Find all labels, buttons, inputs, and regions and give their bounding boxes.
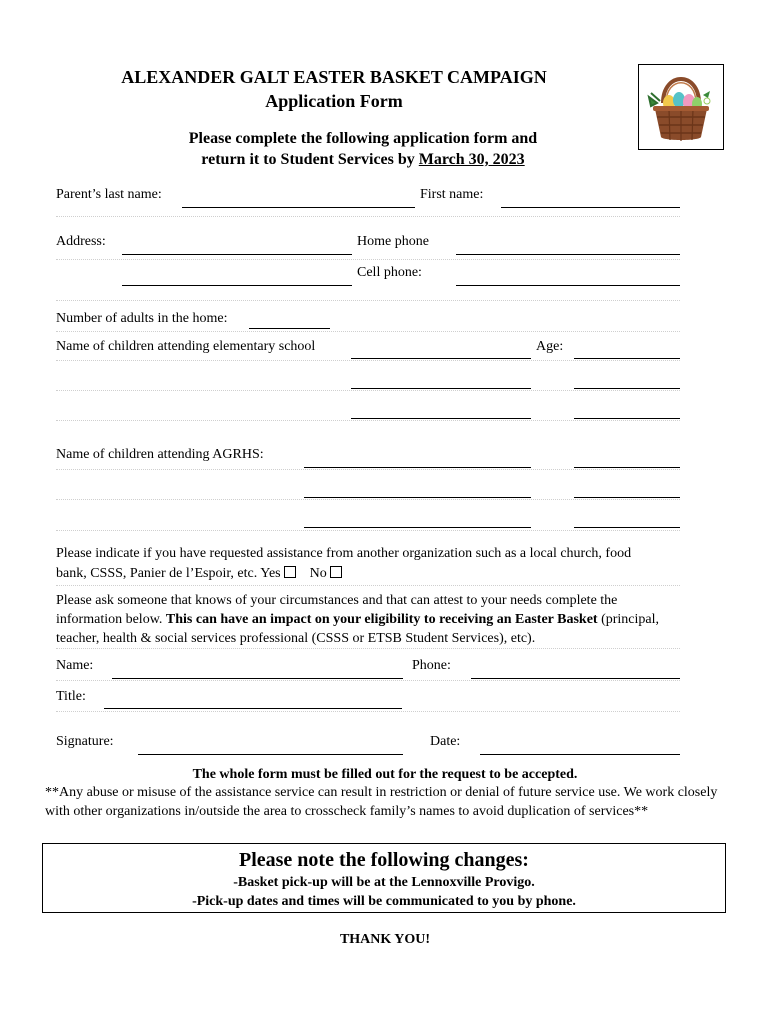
row-divider xyxy=(56,331,680,332)
row-divider xyxy=(56,711,680,712)
row-divider xyxy=(56,585,680,586)
row-divider xyxy=(56,216,680,217)
child-agrhs-name-1[interactable] xyxy=(304,467,531,468)
easter-basket-icon xyxy=(639,65,723,149)
no-checkbox[interactable] xyxy=(330,566,342,578)
row-divider xyxy=(56,360,680,361)
changes-notice-line-1: -Basket pick-up will be at the Lennoxville Provigo. xyxy=(233,875,535,890)
child-agrhs-name-2[interactable] xyxy=(304,497,531,498)
thank-you: THANK YOU! xyxy=(339,932,431,947)
row-divider xyxy=(56,259,680,260)
adults-field[interactable] xyxy=(249,328,330,329)
home-phone-field[interactable] xyxy=(456,254,680,255)
changes-notice-title: Please note the following changes: xyxy=(239,849,529,871)
row-divider xyxy=(56,469,680,470)
assistance-question: Please indicate if you have requested assistance from another organization such as a local church, food bank, CSSS, Panier de l’Espoir, etc. Yes No xyxy=(56,546,632,581)
referee-instructions: Please ask someone that knows of your circumstances and that can attest to your needs complete the information below. This can have an impact on your eligibility to receiving an Easter Basket (principal, teacher, health & social services professional (CSSS or ETSB Student Services), etc). xyxy=(56,593,660,646)
referee-phone-field[interactable] xyxy=(471,678,680,679)
instruction-line-1: Please complete the following application form and xyxy=(188,130,538,147)
yes-label: Yes xyxy=(260,566,281,581)
child-elementary-age-2[interactable] xyxy=(574,388,680,389)
child-agrhs-age-1[interactable] xyxy=(574,467,680,468)
referee-phone-label: Phone: xyxy=(412,658,451,673)
required-notice: The whole form must be filled out for the request to be accepted. xyxy=(192,767,578,782)
children-agrhs-label: Name of children attending AGRHS: xyxy=(56,447,264,462)
address-field-line-1[interactable] xyxy=(122,254,352,255)
child-elementary-name-3[interactable] xyxy=(351,418,531,419)
child-elementary-name-2[interactable] xyxy=(351,388,531,389)
referee-title-label: Title: xyxy=(56,689,86,704)
logo-box xyxy=(638,64,724,150)
home-phone-label: Home phone xyxy=(357,234,429,249)
children-elementary-label: Name of children attending elementary school xyxy=(56,339,316,354)
no-label: No xyxy=(309,566,327,581)
row-divider xyxy=(56,530,680,531)
abuse-notice: **Any abuse or misuse of the assistance service can result in restriction or denial of future service use. We work closely with other organizations in/outside the area to crosscheck family’s names to avoid duplication of services** xyxy=(45,785,718,819)
referee-title-field[interactable] xyxy=(104,708,402,709)
row-divider xyxy=(56,390,680,391)
signature-field[interactable] xyxy=(138,754,403,755)
row-divider xyxy=(56,680,680,681)
adults-label: Number of adults in the home: xyxy=(56,311,228,326)
referee-name-field[interactable] xyxy=(112,678,403,679)
age-label: Age: xyxy=(536,339,564,354)
parent-last-name-label: Parent’s last name: xyxy=(56,187,162,202)
changes-notice-box xyxy=(42,843,726,913)
cell-phone-label: Cell phone: xyxy=(357,265,422,280)
changes-notice-line-2: -Pick-up dates and times will be communicated to you by phone. xyxy=(192,894,576,909)
child-agrhs-age-3[interactable] xyxy=(574,527,680,528)
deadline-date: March 30, 2023 xyxy=(418,151,525,168)
first-name-field[interactable] xyxy=(501,207,680,208)
child-elementary-age-3[interactable] xyxy=(574,418,680,419)
form-subtitle: Application Form xyxy=(265,91,403,111)
child-agrhs-name-3[interactable] xyxy=(304,527,531,528)
child-elementary-age-1[interactable] xyxy=(574,358,680,359)
instruction-line-2: return it to Student Services by March 30, 2023 xyxy=(201,151,525,168)
row-divider xyxy=(56,648,680,649)
child-agrhs-age-2[interactable] xyxy=(574,497,680,498)
first-name-label: First name: xyxy=(420,187,484,202)
referee-name-label: Name: xyxy=(56,658,94,673)
form-title: ALEXANDER GALT EASTER BASKET CAMPAIGN xyxy=(121,67,547,87)
yes-checkbox[interactable] xyxy=(284,566,296,578)
address-label: Address: xyxy=(56,234,106,249)
row-divider xyxy=(56,499,680,500)
cell-phone-field[interactable] xyxy=(456,285,680,286)
date-label: Date: xyxy=(430,734,461,749)
row-divider xyxy=(56,300,680,301)
child-elementary-name-1[interactable] xyxy=(351,358,531,359)
parent-last-name-field[interactable] xyxy=(182,207,415,208)
row-divider xyxy=(56,420,680,421)
address-field-line-2[interactable] xyxy=(122,285,352,286)
signature-label: Signature: xyxy=(56,734,114,749)
date-field[interactable] xyxy=(480,754,680,755)
